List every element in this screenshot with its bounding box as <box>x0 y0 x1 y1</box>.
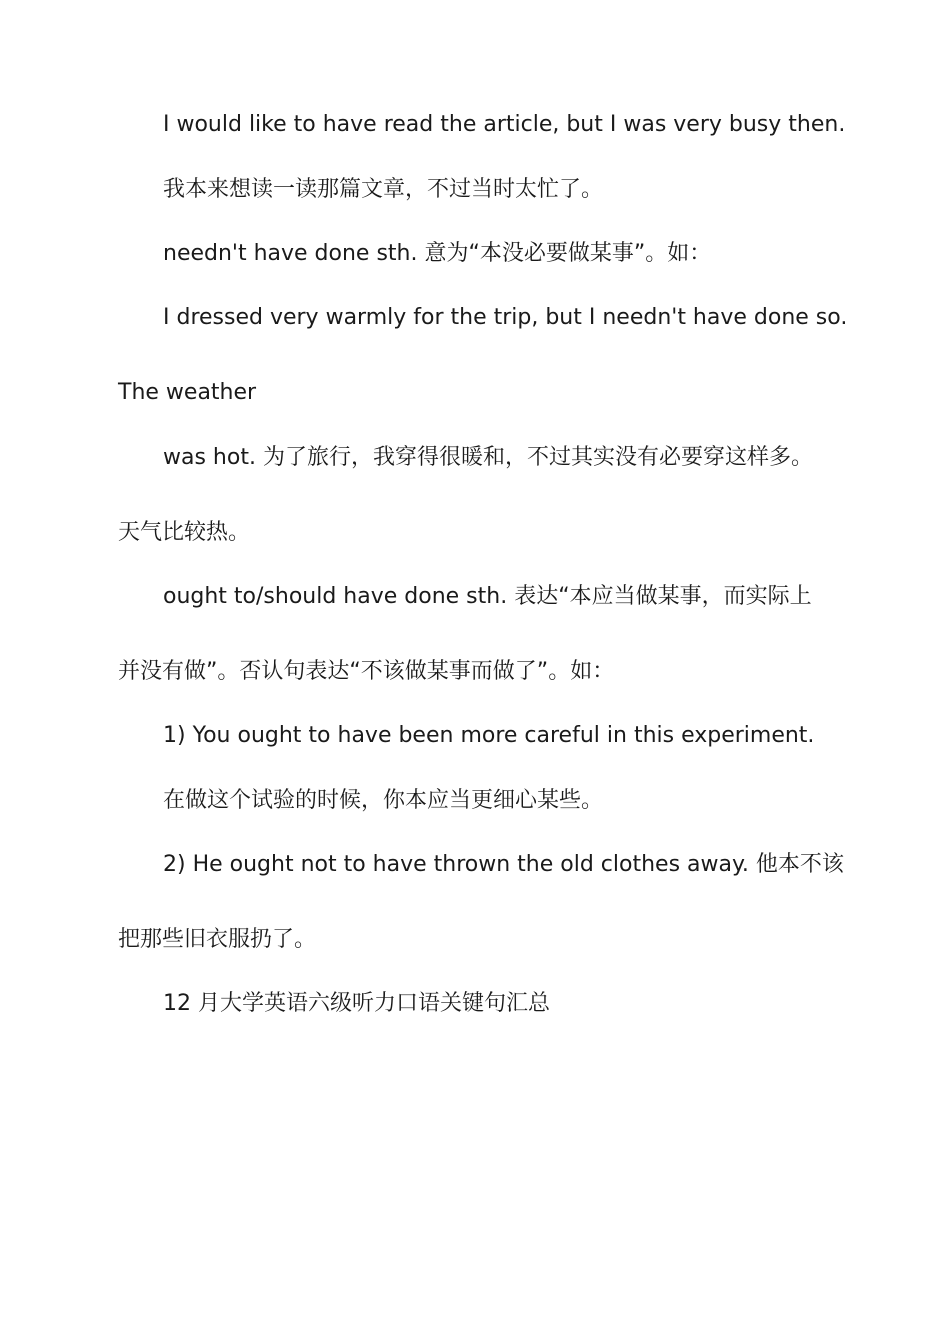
paragraph-line: was hot. 为了旅行，我穿得很暖和，不过其实没有必要穿这样多。 <box>163 445 813 470</box>
paragraph-line: The weather <box>118 380 257 405</box>
section-heading: 12 月大学英语六级听力口语关键句汇总 <box>163 991 550 1016</box>
paragraph-line: 在做这个试验的时候，你本应当更细心某些。 <box>163 788 604 813</box>
paragraph-line: 把那些旧衣服扔了。 <box>118 927 317 952</box>
paragraph-line: 2) He ought not to have thrown the old clothes away. 他本不该 <box>163 852 844 877</box>
paragraph-line: 1) You ought to have been more careful in this experiment. <box>163 723 815 748</box>
paragraph-line: 我本来想读一读那篇文章，不过当时太忙了。 <box>163 177 604 202</box>
paragraph-line: 天气比较热。 <box>118 520 251 545</box>
paragraph-line: 并没有做”。否认句表达“不该做某事而做了”。如： <box>118 659 615 684</box>
paragraph-line: ought to/should have done sth. 表达“本应当做某事，而实际上 <box>163 584 812 609</box>
paragraph-line: I would like to have read the article, but I was very busy then. <box>163 112 846 137</box>
paragraph-line: needn't have done sth. 意为“本没必要做某事”。如： <box>163 241 712 266</box>
paragraph-line: I dressed very warmly for the trip, but I needn't have done so. <box>163 305 848 330</box>
